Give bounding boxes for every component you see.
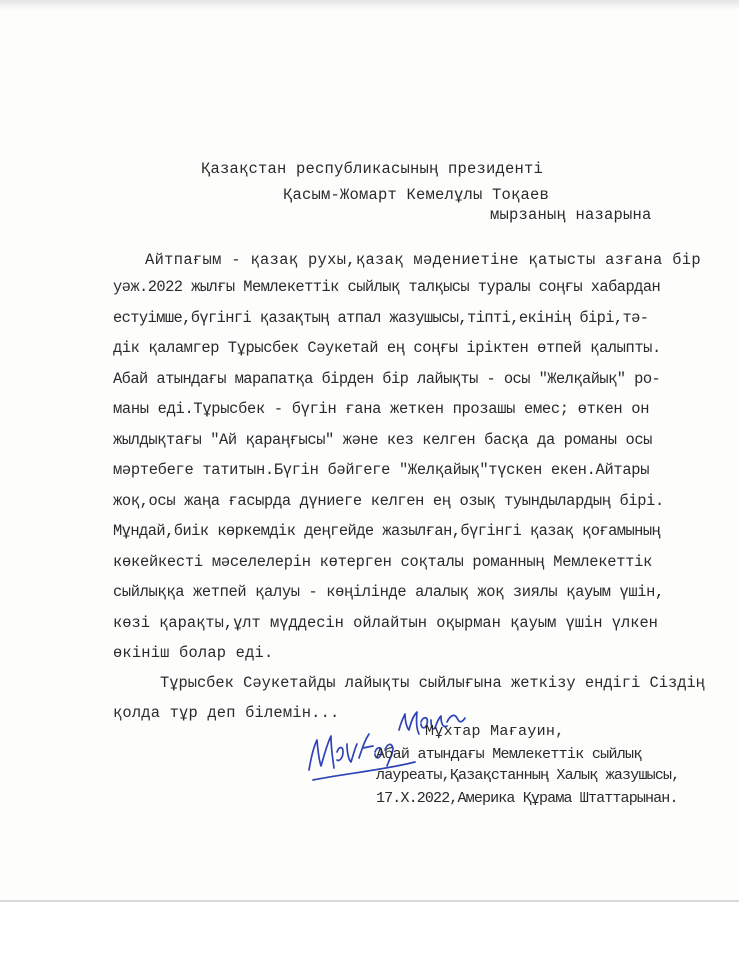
sign-off-name: Мұхтар Мағауин, — [425, 723, 565, 740]
body-line-4: дік қаламгер Тұрысбек Сәукетай ең соңғы іріктен өтпей қалыпты. — [113, 339, 661, 357]
body-line-9: жоқ,осы жаңа ғасырда дүниеге келген ең озық туындылардың бірі. — [113, 492, 664, 510]
body-line-12: сыйлыққа жетпей қалуы - көңілінде алалық жоқ зиялы қауым үшін, — [113, 583, 664, 601]
body-line-5: Абай атындағы марапатқа бірден бір лайықты - осы "Желқайық" ро- — [113, 370, 661, 388]
body-line-11: көкейкесті мәселелерін көтерген соқталы романның Мемлекеттік — [113, 553, 653, 571]
sign-off-title-line-2: лауреаты,Қазақстанның Халық жазушысы, — [376, 767, 680, 784]
sheet-bottom-edge — [0, 900, 739, 961]
body-line-6: маны еді.Тұрысбек - бүгін ғана жеткен прозашы емес; өткен он — [113, 400, 650, 418]
body-line-15: Тұрысбек Сәукетайды лайықты сыйлығына жеткізу ендігі Сіздің — [160, 674, 705, 692]
sign-off-title-line-1: Абай атындағы Мемлекеттік сыйлық — [376, 746, 642, 763]
addressee-line-1: Қазақстан республикасының президенті — [201, 160, 544, 178]
body-line-3: естуімше,бүгінгі қазақтың атпал жазушысы,тіпті,екінің бірі,тә- — [113, 309, 649, 327]
body-line-1: Айтпағым - қазақ рухы,қазақ мәдениетіне қатысты азғана бір — [145, 251, 701, 269]
body-line-2: уәж.2022 жылғы Мемлекеттік сыйлық талқысы туралы соңғы хабардан — [113, 278, 661, 296]
addressee-line-2: Қасым-Жомарт Кемелұлы Тоқаев — [283, 186, 550, 204]
body-line-8: мәртебеге татитын.Бүгін бәйгеге "Желқайық"түскен екен.Айтары — [113, 461, 650, 479]
body-line-7: жылдықтағы "Ай қараңғысы" және кез келген басқа да романы осы — [113, 431, 652, 449]
body-line-14: өкініш болар еді. — [113, 644, 274, 662]
sign-off-date-place: 17.X.2022,Америка Құрама Штаттарынан. — [376, 790, 678, 807]
sheet-top-edge — [0, 0, 739, 10]
body-line-16: қолда тұр деп білемін... — [113, 704, 340, 722]
body-line-13: көзі қарақты,ұлт мүддесін ойлайтын оқырман қауым үшін үлкен — [113, 614, 658, 632]
body-line-10: Мұндай,биік көркемдік деңгейде жазылған,бүгінгі қазақ қоғамының — [113, 522, 661, 540]
addressee-line-3: мырзаның назарына — [490, 206, 652, 224]
